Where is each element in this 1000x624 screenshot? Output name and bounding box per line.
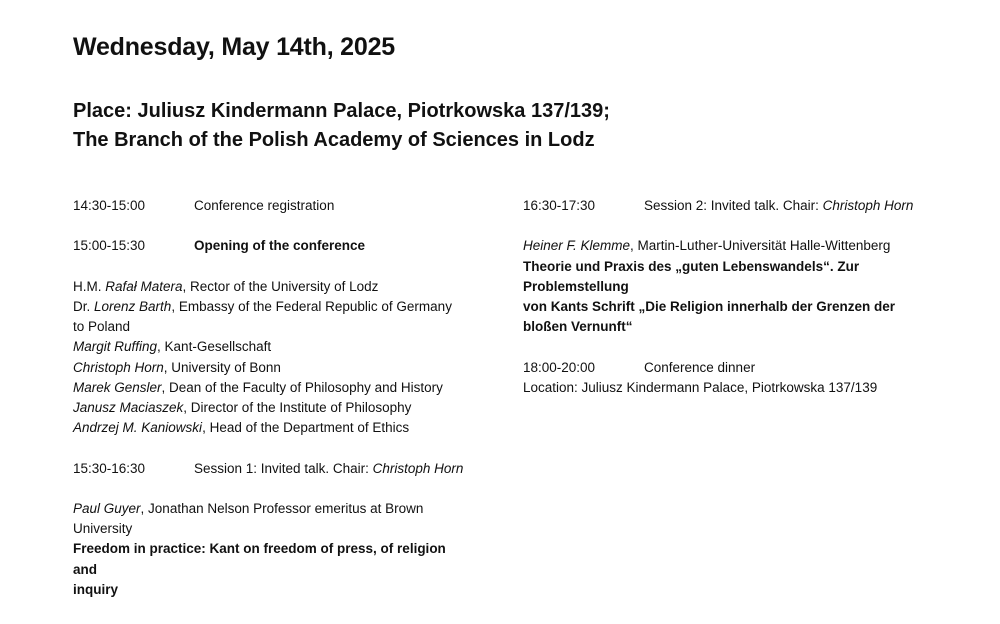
session-2-speaker [523,236,943,256]
speaker-affiliation: , Kant-Gesellschaft [157,339,272,355]
session-1-talk-line-1: Freedom in practice: Kant on freedom of press, of religion and [73,541,446,577]
registration-label: Conference registration [194,198,335,213]
speaker-prefix: Dr. [73,298,95,314]
session-2-talk-line-4: bloßen Vernunft“ [523,319,633,335]
speaker-row [73,358,473,378]
speaker-name: Lorenz Barth [94,298,172,314]
speaker-affiliation: , University of Bonn [163,359,281,375]
session-2-affiliation: , Martin-Luther-Universität Halle-Wittenberg [630,238,891,254]
dinner-slot [523,358,943,378]
dinner-time: 18:00-20:00 [523,359,596,375]
place-line-1: Place: Juliusz Kindermann Palace, Piotrkowska 137/139; [73,100,610,122]
speaker-affiliation: , Embassy of the Federal Republic of Germany [171,298,452,314]
session-1-label-text: Session 1: Invited talk. Chair: [194,460,373,476]
speaker-affiliation: , Director of the Institute of Philosophy [183,400,412,415]
session-1-speaker [73,499,473,519]
speaker-row [73,418,473,438]
session-1-slot [73,459,473,479]
speaker-name: Rafał Matera [105,278,183,294]
speaker-affiliation: , Dean of the Faculty of Philosophy and History [161,379,443,395]
speaker-name: Andrzej M. Kaniowski [73,420,203,436]
opening-time: 15:00-15:30 [73,238,146,254]
opening-slot [73,236,473,256]
speaker-list [73,277,473,439]
session-2-talk-title [523,257,943,338]
session-1-label [194,459,463,479]
session-2-talk-line-3: von Kants Schrift „Die Religion innerhalb der Grenzen der [523,299,896,314]
session-2-speaker-name: Heiner F. Klemme [523,238,631,254]
place-line-2: The Branch of the Polish Academy of Sciences in Lodz [73,129,595,151]
speaker-name: Janusz Maciaszek [73,400,184,415]
program-right-column [523,196,943,398]
session-1-talk-title [73,539,473,600]
program-left-column [73,196,473,600]
session-1-talk-line-2: inquiry [73,581,119,597]
speaker-row [73,317,473,337]
session-2-time: 16:30-17:30 [523,198,596,213]
session-1-time: 15:30-16:30 [73,460,146,476]
session-1-affiliation: , Jonathan Nelson Professor emeritus at Brown [140,500,424,516]
place-heading [73,97,610,155]
session-1-speaker-name: Paul Guyer [73,500,141,516]
session-2-label [644,196,913,216]
registration-slot [73,196,473,216]
opening-label: Opening of the conference [194,238,366,254]
speaker-affiliation: to Poland [73,319,131,335]
speaker-row [73,398,473,418]
session-2-talk-line-1: Theorie und Praxis des „guten Lebenswandels“. Zur [523,258,860,274]
speaker-name: Marek Gensler [73,379,162,395]
page-title: Wednesday, May 14th, 2025 [73,33,396,61]
speaker-row [73,337,473,357]
speaker-affiliation: , Rector of the University of Lodz [182,278,379,294]
registration-time: 14:30-15:00 [73,198,146,213]
speaker-prefix: H.M. [73,278,106,294]
dinner-location: Location: Juliusz Kindermann Palace, Piotrkowska 137/139 [523,379,878,395]
session-1-chair: Christoph Horn [372,460,464,476]
speaker-row [73,297,473,317]
session-2-label-text: Session 2: Invited talk. Chair: [644,198,823,213]
session-2-slot [523,196,943,216]
speaker-row [73,378,473,398]
session-1-affiliation-cont: University [73,521,133,537]
session-2-chair: Christoph Horn [822,198,914,213]
speaker-name: Margit Ruffing [73,339,158,355]
speaker-row [73,277,473,297]
speaker-name: Christoph Horn [73,359,164,375]
speaker-affiliation: , Head of the Department of Ethics [202,420,410,436]
session-2-talk-line-2: Problemstellung [523,278,629,294]
dinner-label: Conference dinner [644,359,756,375]
